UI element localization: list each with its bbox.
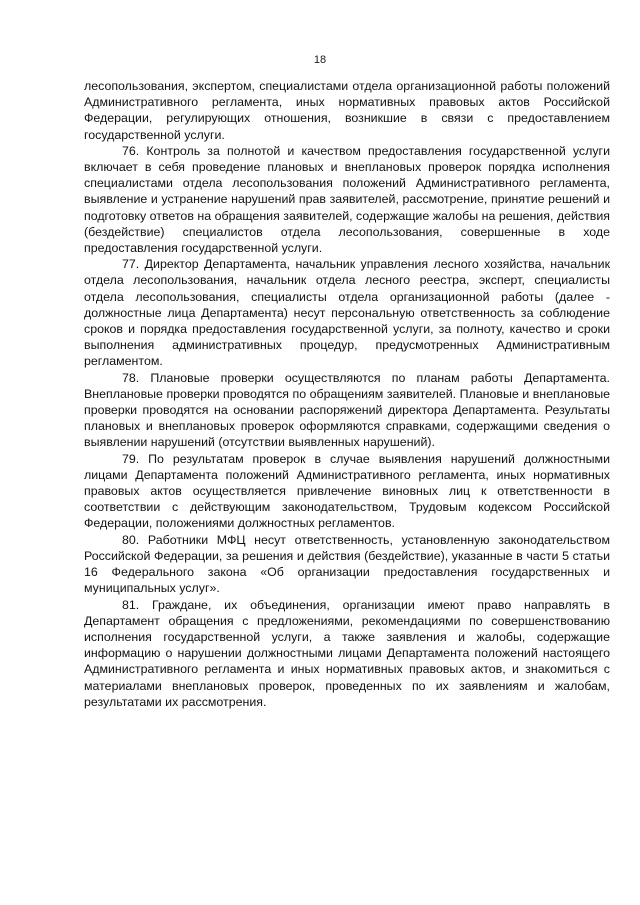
document-body [84,78,610,710]
paragraph-80: 80. Работники МФЦ несут ответственность, установленную законодательством Российской Федерации, за решения и действия (бездействие), указанные в части 5 статьи 16 Федерального закона «Об организации предоставления государственных и муниципальных услуг». [84,532,610,596]
paragraph-77: 77. Директор Департамента, начальник управления лесного хозяйства, начальник отдела лесопользования, начальник отдела лесного реестра, эксперт, специалисты отдела лесопользования, специалисты отдела организационной работы (далее - должностные лица Департамента) несут персональную ответственность за соблюдение сроков и порядка предоставления государственной услуги, за полноту, качество и сроки выполнения административных процедур, предусмотренных Административным регламентом. [84,257,610,369]
paragraph-76: 76. Контроль за полнотой и качеством предоставления государственной услуги включает в себя проведение плановых и внеплановых проверок порядка исполнения специалистами отдела лесопользования положений Административного регламента, выявление и устранение нарушений прав заявителей, рассмотрение, принятие решений и подготовку ответов на обращения заявителей, содержащие жалобы на решения, действия (бездействие) специалистов отдела лесопользования, совершенные в ходе предоставления государственной услуги. [84,143,610,256]
paragraph-81: 81. Граждане, их объединения, организации имеют право направлять в Департамент обращения с предложениями, рекомендациями по совершенствованию исполнения государственной услуги, а также заявления и жалобы, содержащие информацию о нарушении должностными лицами Департамента положений настоящего Административного регламента и иных нормативных правовых актов, и знакомиться с материалами внеплановых проверок, проведенных по их заявлениям и жалобам, результатами их рассмотрения. [84,597,610,709]
paragraph-78: 78. Плановые проверки осуществляются по планам работы Департамента. Внеплановые проверки проводятся по обращениям заявителей. Плановые и внеплановые проверки проводятся на основании распоряжений директора Департамента. Результаты плановых и внеплановых проверок оформляются справками, содержащими сведения о выявлении нарушений (отсутствии выявленных нарушений). [84,370,610,450]
paragraph-79: 79. По результатам проверок в случае выявления нарушений должностными лицами Департамента положений Административного регламента, иных нормативных правовых актов осуществляется привлечение виновных лиц к ответственности в соответствии с действующим законодательством, Трудовым кодексом Российской Федерации, положениями должностных регламентов. [84,451,610,531]
paragraph-continuation: лесопользования, экспертом, специалистами отдела организационной работы положений Административного регламента, иных нормативных правовых актов Российской Федерации, регулирующих отношения, возникшие в связи с предоставлением государственной услуги. [84,79,610,142]
page-number: 18 [313,54,327,66]
